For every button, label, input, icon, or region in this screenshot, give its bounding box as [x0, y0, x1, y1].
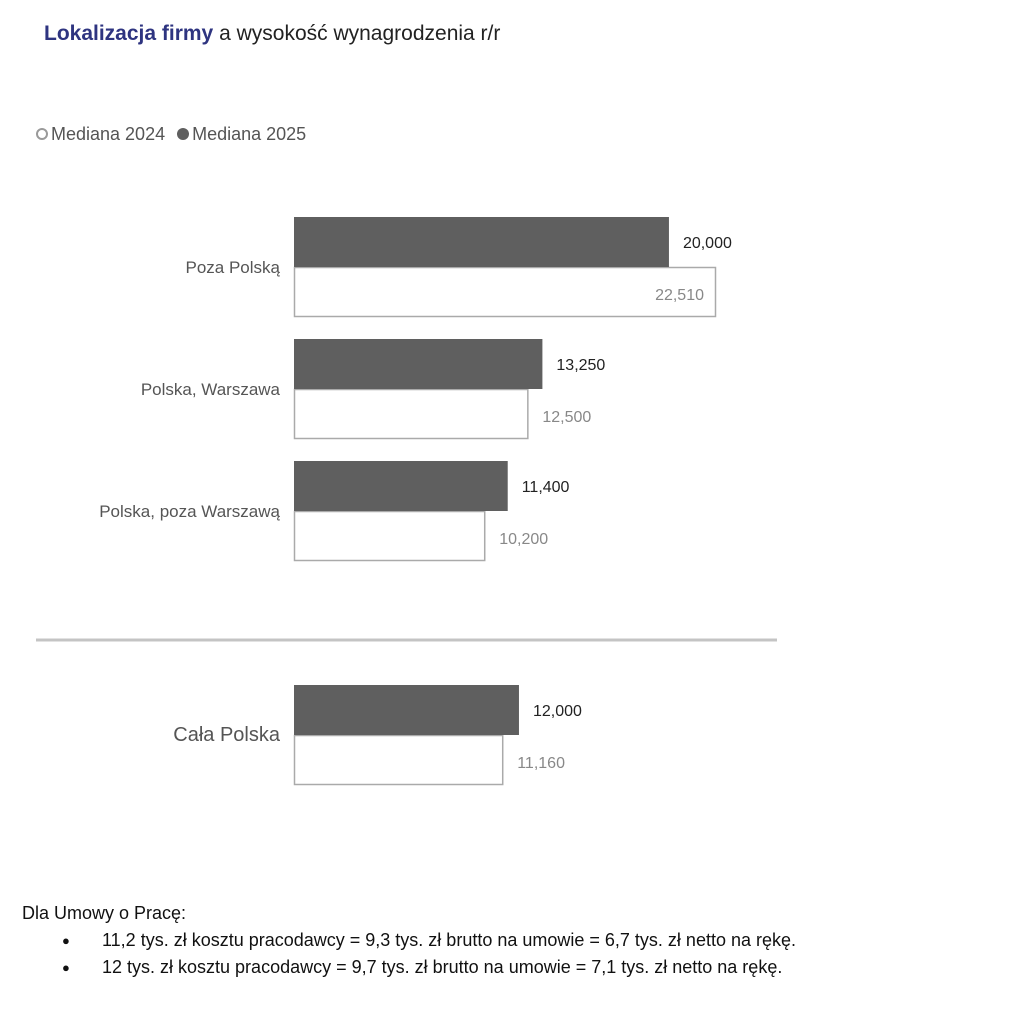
chart-title-highlight: Lokalizacja firmy — [44, 22, 214, 45]
bar-2024-cat-3 — [295, 512, 485, 561]
category-label-cat-4: Cała Polska — [173, 724, 280, 746]
bar-2025-cat-3 — [294, 461, 508, 511]
value-label-2025-cat-4: 12,000 — [532, 703, 582, 720]
value-label-2024-cat-2: 12,500 — [542, 409, 592, 426]
bar-2024-cat-4 — [295, 736, 503, 785]
bar-2024-cat-2 — [295, 390, 528, 439]
value-label-2025-cat-2: 13,250 — [556, 357, 606, 374]
legend-label-2025: Mediana 2025 — [192, 124, 307, 144]
notes-item-2: ● 12 tys. zł kosztu pracodawcy = 9,7 tys. zł brutto na umowie = 7,1 tys. zł netto na rękę. — [22, 954, 796, 981]
notes-item-1: ● 11,2 tys. zł kosztu pracodawcy = 9,3 tys. zł brutto na umowie = 6,7 tys. zł netto na rękę. — [22, 927, 796, 954]
value-label-2024-cat-1: 22,510 — [655, 287, 704, 304]
value-label-2025-cat-1: 20,000 — [682, 235, 732, 252]
value-label-2025-cat-3: 11,400 — [521, 479, 570, 496]
category-label-cat-2: Polska, Warszawa — [140, 380, 280, 399]
notes — [22, 900, 796, 981]
notes-list — [22, 927, 796, 981]
chart-title-rest: a wysokość wynagrodzenia r/r — [219, 22, 501, 45]
category-label-cat-1: Poza Polską — [185, 258, 280, 277]
bar-2025-cat-4 — [294, 685, 519, 735]
bar-2025-cat-2 — [294, 339, 542, 389]
notes-heading: Dla Umowy o Pracę: — [22, 903, 187, 923]
category-label-cat-3: Polska, poza Warszawą — [99, 502, 280, 521]
value-label-2024-cat-4: 11,160 — [517, 755, 565, 772]
bar-2025-cat-1 — [294, 217, 669, 267]
bar-2024-cat-1 — [295, 268, 716, 317]
value-label-2024-cat-3: 10,200 — [499, 531, 549, 548]
legend-label-2024: Mediana 2024 — [51, 124, 166, 144]
